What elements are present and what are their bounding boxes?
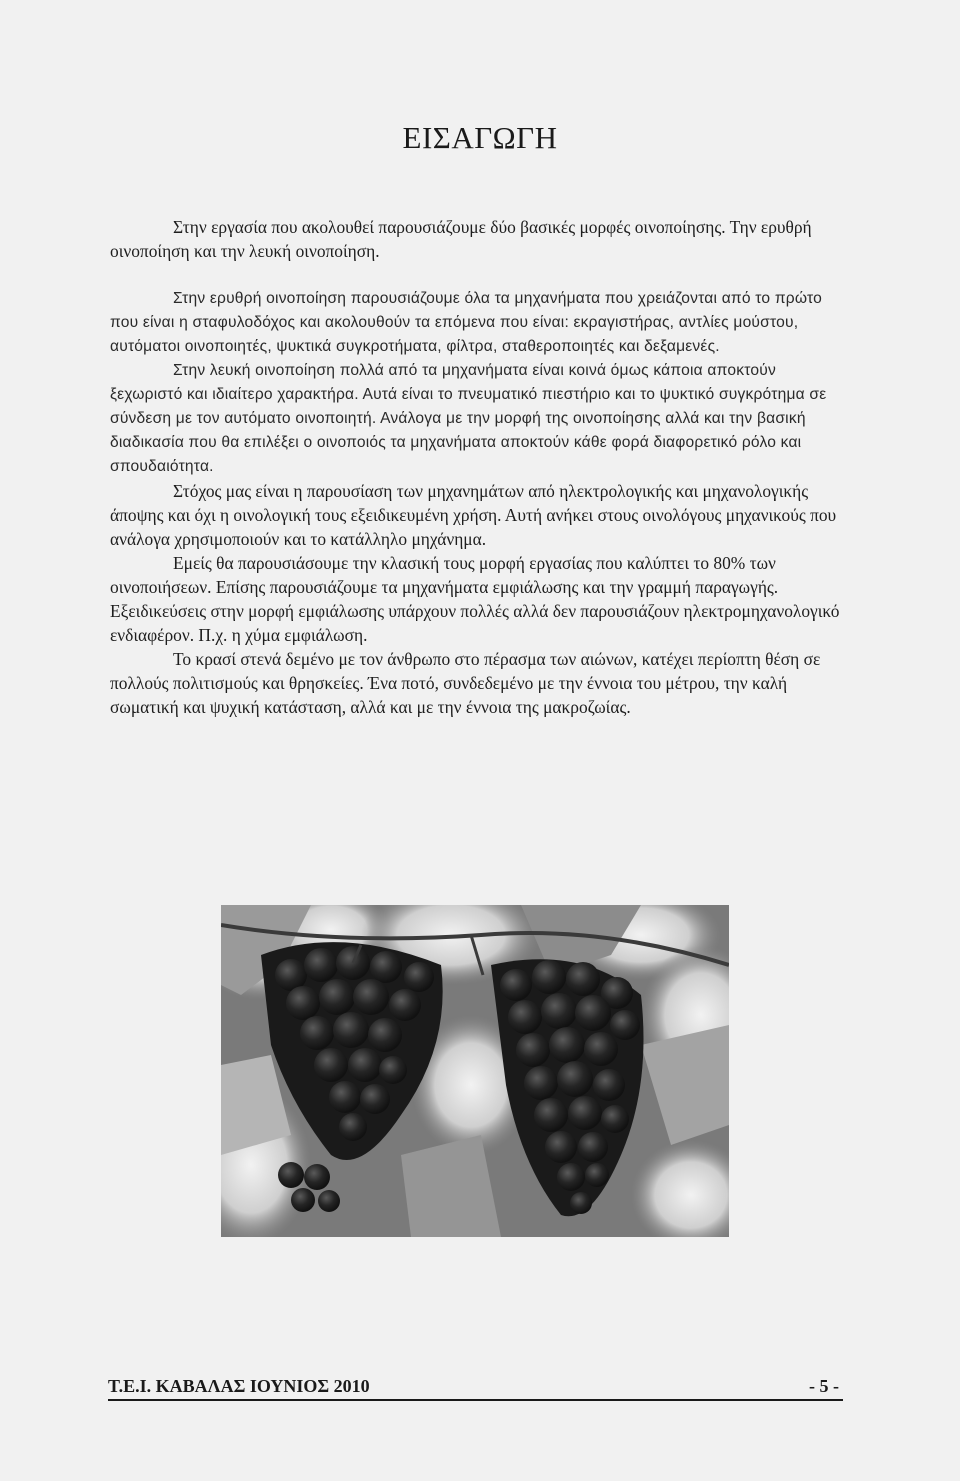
page-title: ΕΙΣΑΓΩΓΗ <box>402 120 558 155</box>
page-footer <box>108 1376 843 1406</box>
paragraph-wine-history: Το κρασί στενά δεμένο με τον άνθρωπο στο πέρασμα των αιώνων, κατέχει περίοπτη θέση σε πολλούς πολιτισμούς και θρησκείες. Ένα ποτό, συνδεδεμένο με την έννοια του μέτρου, την καλή σωματική και ψυχική κατάσταση, αλλά και με την έννοια της μακροζωίας. <box>110 649 821 717</box>
paragraph-goal: Στόχος μας είναι η παρουσίαση των μηχανημάτων από ηλεκτρολογικής και μηχανολογικής άποψης και όχι η οινολογική τους εξειδικευμένη χρήση. Αυτή ανήκει στους οινολόγους μηχανικούς που ανάλογα χρησιμοποιούν και το κατάλληλο μηχάνημα. <box>110 481 837 549</box>
paragraph-white-winemaking: Στην λευκή οινοποίηση πολλά από τα μηχανήματα είναι κοινά όμως κάποια αποκτούν ξεχωριστό και ιδιαίτερο χαρακτήρα. Αυτά είναι το πνευματικό πιεστήριο και το ψυκτικό συγκρότημα σε σύνδεση με τον αυτόματο οινοποιητή. Ανάλογα με την μορφή της οινοποίησης αλλά και την βασική διαδικασία που θα επιλέξει ο οινοποιός τα μηχανήματα αποκτούν κάθε φορά διαφορετικό ρόλο και σπουδαιότητα. <box>110 362 827 475</box>
footer-institution-date: Τ.Ε.Ι. ΚΑΒΑΛΑΣ ΙΟΥΝΙΟΣ 2010 <box>108 1376 370 1396</box>
paragraph-red-winemaking: Στην ερυθρή οινοποίηση παρουσιάζουμε όλα τα μηχανήματα που χρειάζονται από το πρώτο που είναι η σταφυλοδόχος και ακολουθούν τα επόμενα που είναι: εκραγιστήρας, αντλίες μούστου, αυτόματοι οινοποιητές, ψυκτικά συγκροτήματα, φίλτρα, σταθεροποιητές και δεξαμενές. <box>110 290 823 355</box>
body-text <box>110 215 845 719</box>
page-number: - 5 - <box>809 1376 839 1396</box>
paragraph-bottling: Εμείς θα παρουσιάσουμε την κλασική τους μορφή εργασίας που καλύπτει το 80% των οινοποιήσεων. Επίσης παρουσιάζουμε τα μηχανήματα εμφιάλωσης και την γραμμή παραγωγής. Εξειδικεύσεις στην μορφή εμφιάλωσης υπάρχουν πολλές αλλά δεν παρουσιάζουν ηλεκτρομηχανολογικό ενδιαφέρον. Π.χ. η χύμα εμφιάλωση. <box>110 553 840 645</box>
paragraph-intro: Στην εργασία που ακολουθεί παρουσιάζουμε δύο βασικές μορφές οινοποίησης. Την ερυθρή οινοποίηση και την λευκή οινοποίηση. <box>110 217 812 261</box>
footer-rule <box>108 1399 843 1401</box>
grapes-photo-graphic <box>221 905 729 1237</box>
grapes-photo <box>221 905 729 1237</box>
